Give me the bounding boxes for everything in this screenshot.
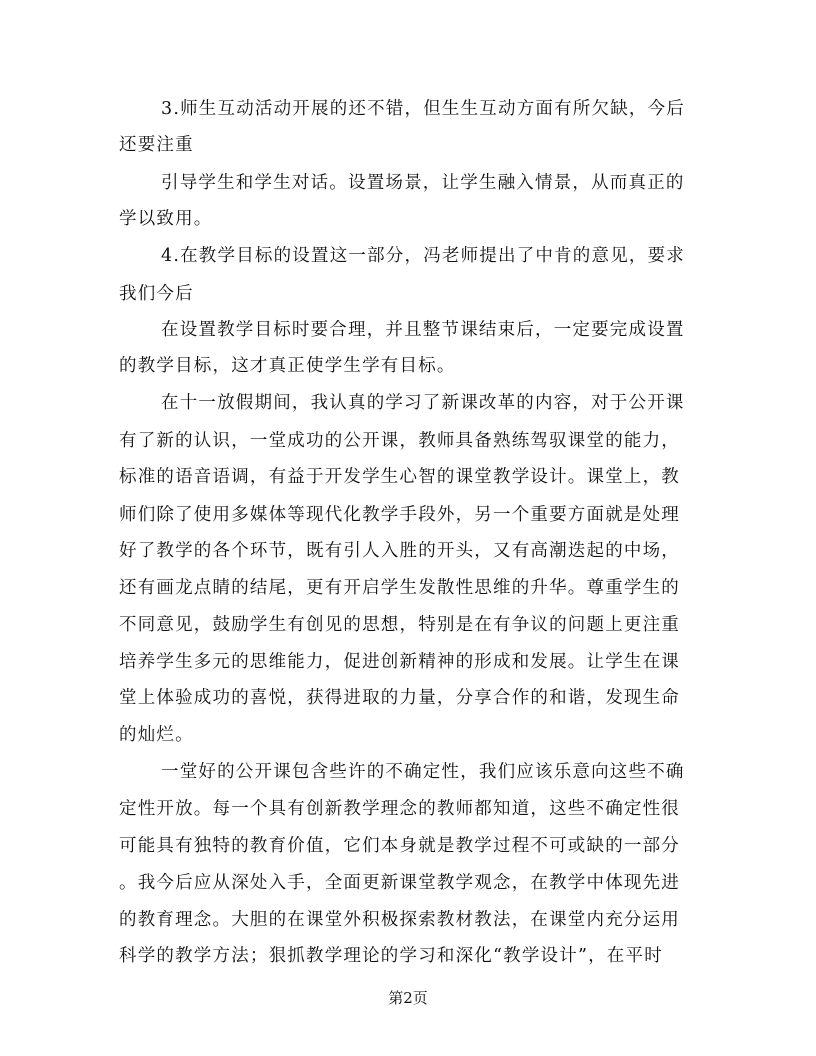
text-line: 在设置教学目标时要合理，并且整节课结束后，一定要完成设置 xyxy=(161,320,685,340)
text-line: 堂上体验成功的喜悦，获得进取的力量，分享合作的和谐，发现生命 xyxy=(119,688,680,708)
text-line: 在十一放假期间，我认真的学习了新课改革的内容，对于公开课 xyxy=(161,393,685,413)
text-line: 好了教学的各个环节，既有引人入胜的开头，又有高潮迭起的中场， xyxy=(119,541,680,561)
text-line: 不同意见，鼓励学生有创见的思想，特别是在有争议的问题上更注重 xyxy=(119,615,680,635)
text-line: 我们今后 xyxy=(119,284,194,304)
text-line: 有了新的认识，一堂成功的公开课，教师具备熟练驾驭课堂的能力， xyxy=(119,431,680,451)
text-line: 培养学生多元的思维能力，促进创新精神的形成和发展。让学生在课 xyxy=(119,652,680,672)
text-line: 师们除了使用多媒体等现代化教学手段外，另一个重要方面就是处理 xyxy=(119,505,680,525)
text-line: 标准的语音语调，有益于开发学生心智的课堂教学设计。课堂上，教 xyxy=(119,467,680,487)
text-line: 还要注重 xyxy=(119,135,194,155)
text-line: 还有画龙点睛的结尾，更有开启学生发散性思维的升华。尊重学生的 xyxy=(119,578,680,598)
text-line: 科学的教学方法；狠抓教学理论的学习和深化“教学设计”，在平时 xyxy=(119,946,663,966)
text-line: 引导学生和学生对话。设置场景，让学生融入情景，从而真正的 xyxy=(161,173,685,193)
text-line: 的教育理念。大胆的在课堂外积极探索教材教法，在课堂内充分运用 xyxy=(119,910,680,930)
page-number: 第2页 xyxy=(388,989,428,1007)
text-line: 定性开放。每一个具有创新教学理念的教师都知道，这些不确定性很 xyxy=(119,799,680,819)
text-line: 。我今后应从深处入手，全面更新课堂教学观念，在教学中体现先进 xyxy=(119,873,680,893)
text-line: 一堂好的公开课包含些许的不确定性，我们应该乐意向这些不确 xyxy=(161,762,685,782)
text-line: 的教学目标，这才真正使学生学有目标。 xyxy=(119,356,456,376)
text-line: 的灿烂。 xyxy=(119,725,194,745)
text-line: 学以致用。 xyxy=(119,209,213,229)
text-line: 可能具有独特的教育价值，它们本身就是教学过程不可或缺的一部分 xyxy=(119,836,680,856)
text-line: 3.师生互动活动开展的还不错，但生生互动方面有所欠缺，今后 xyxy=(161,99,685,119)
text-line: 4.在教学目标的设置这一部分，冯老师提出了中肯的意见，要求 xyxy=(161,246,685,266)
